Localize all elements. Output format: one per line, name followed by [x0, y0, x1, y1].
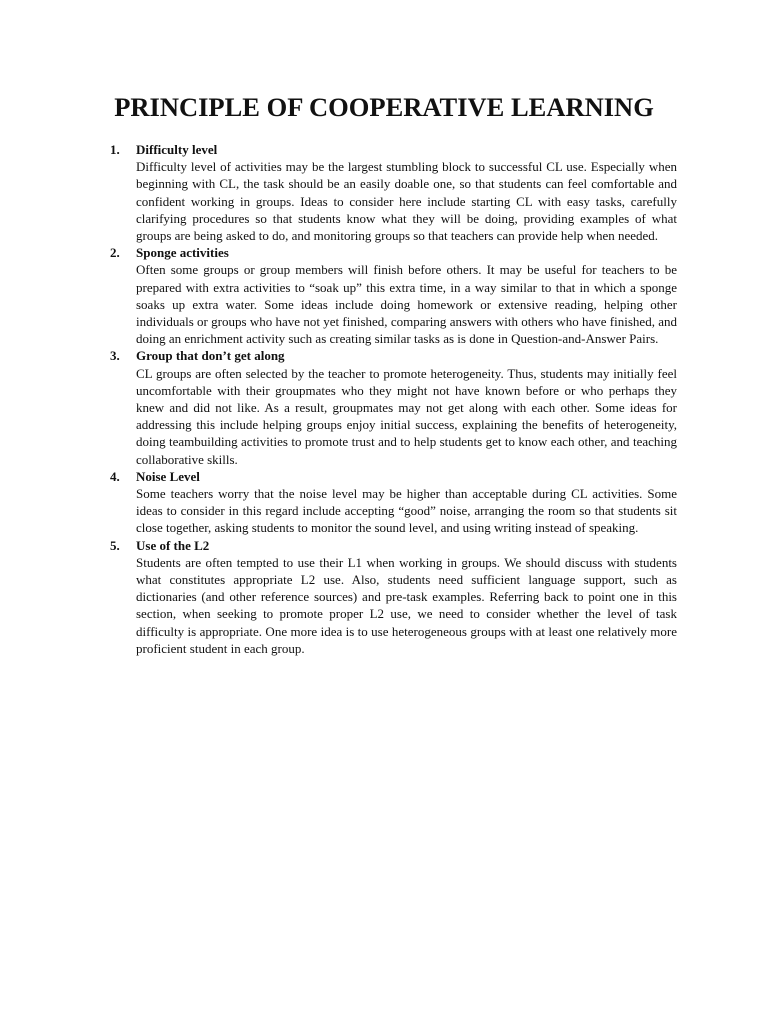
section-heading: Use of the L2	[136, 537, 210, 553]
section-noise-level	[0, 468, 768, 537]
page-title: PRINCIPLE OF COOPERATIVE LEARNING	[114, 92, 654, 122]
section-body: Often some groups or group members will finish before others. It may be useful for teachers to be prepared with extra activities to “soak up” this extra time, in a way similar to that in which a sponge soaks up extra water. Some ideas include doing homework or extensive reading, helping other individuals or groups who have not yet finished, comparing answers with others who have finished, and doing an enrichment activity such as creating similar tasks as is done in Question-and-Answer Pairs.	[136, 262, 677, 347]
section-heading: Group that don’t get along	[136, 348, 285, 364]
section-number: 1.	[110, 142, 120, 157]
section-heading: Difficulty level	[136, 142, 218, 157]
section-use-of-the-l2	[0, 537, 768, 657]
section-heading: Sponge activities	[136, 245, 229, 261]
section-number: 3.	[110, 348, 120, 364]
section-heading: Noise Level	[136, 468, 200, 484]
section-body: Students are often tempted to use their L1 when working in groups. We should discuss with students what constitutes appropriate L2 use. Also, students need sufficient language support, such as dictionaries (and other reference sources) and pre-task examples. Referring back to point one in this section, when seeking to promote proper L2 use, we need to consider whether the level of task difficulty is appropriate. One more idea is to use heterogeneous groups with at least one relatively more proficient student in each group.	[136, 554, 677, 656]
section-body: Difficulty level of activities may be the largest stumbling block to successful CL use. Especially when beginning with CL, the task should be an easily doable one, so that students can feel comfortable and confident working in groups. Ideas to consider here include starting CL with easy tasks, carefully clarifying procedures so that students know what they will be doing, providing examples of what groups are being asked to do, and monitoring groups so that teachers can provide help when needed.	[136, 159, 677, 244]
section-sponge-activities	[0, 244, 768, 347]
section-body: Some teachers worry that the noise level may be higher than acceptable during CL activities. Some ideas to consider in this regard include accepting “good” noise, arranging the room so that students sit close together, asking students to monitor the sound level, and using writing instead of speaking.	[136, 486, 677, 536]
section-group-that-dont-get-along	[0, 347, 768, 467]
section-list	[0, 141, 768, 657]
section-number: 2.	[110, 245, 120, 261]
section-difficulty-level	[0, 141, 768, 244]
section-number: 5.	[110, 537, 120, 553]
section-body: CL groups are often selected by the teacher to promote heterogeneity. Thus, students may initially feel uncomfortable with their groupmates who they might not have known before or who perhaps they knew and did not like. As a result, groupmates may not get along with each other. Some ideas for addressing this include helping groups enjoy initial success, explaining the benefits of heterogeneity, doing teambuilding activities to promote trust and to help students get to know each other, and teaching collaborative skills.	[136, 365, 677, 467]
section-number: 4.	[110, 468, 120, 484]
